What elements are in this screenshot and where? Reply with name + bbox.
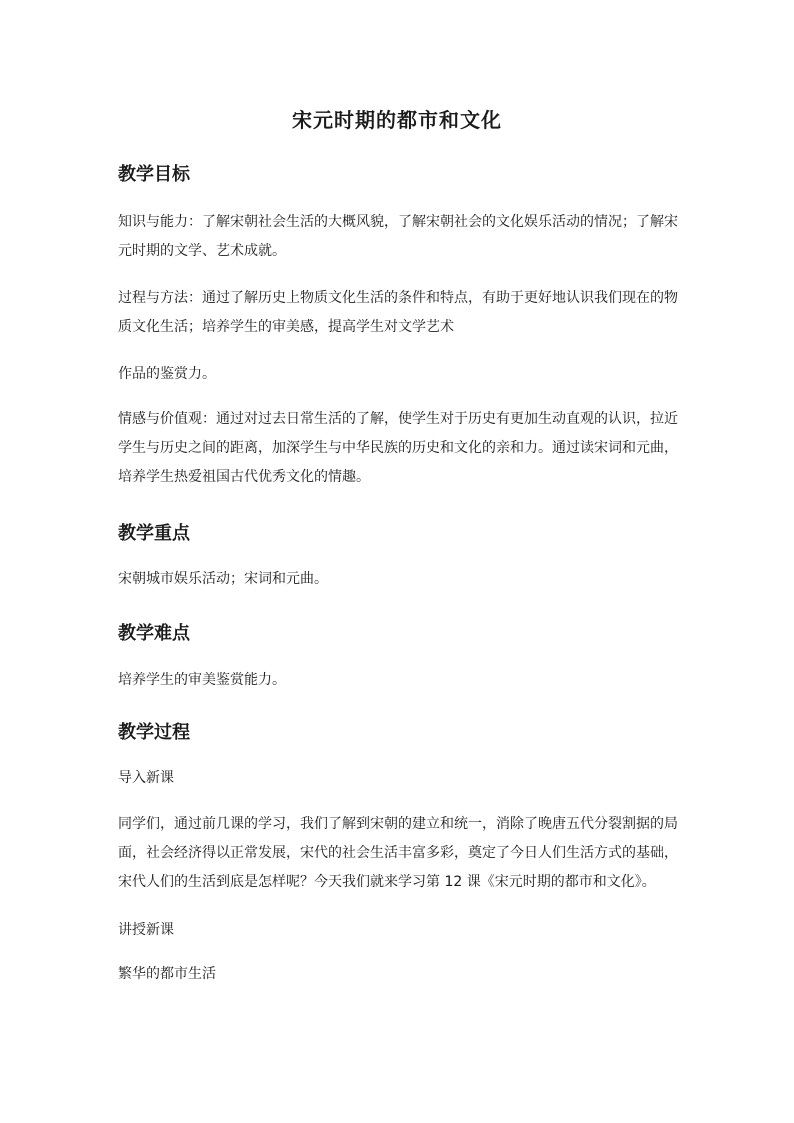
paragraph-values xyxy=(118,405,688,492)
label-intro xyxy=(118,764,688,793)
paragraph-line: 培养学生热爱祖国古代优秀文化的情趣。 xyxy=(118,469,370,485)
paragraph-line: 繁华的都市生活 xyxy=(118,966,216,982)
document-title: 宋元时期的都市和文化 xyxy=(292,108,502,132)
paragraph-line: 面，社会经济得以正常发展，宋代的社会生活丰富多彩，奠定了今日人们生活方式的基础， xyxy=(118,845,678,861)
paragraph-method xyxy=(118,284,688,342)
paragraph-key-points xyxy=(118,565,688,594)
paragraph-subtopic xyxy=(118,960,688,989)
paragraph-method-continued xyxy=(118,360,688,389)
paragraph-line: 质文化生活；培养学生的审美感，提高学生对文学艺术 xyxy=(118,319,454,335)
paragraph-line: 同学们，通过前几课的学习，我们了解到宋朝的建立和统一，消除了晚唐五代分裂割据的局 xyxy=(118,816,678,832)
paragraph-knowledge xyxy=(118,208,688,266)
heading-key-points: 教学重点 xyxy=(118,523,190,544)
label-lecture xyxy=(118,916,688,945)
paragraph-line: 学生与历史之间的距离，加深学生与中华民族的历史和文化的亲和力。通过读宋词和元曲， xyxy=(118,440,678,456)
paragraph-line: 情感与价值观：通过对过去日常生活的了解，使学生对于历史有更加生动直观的认识，拉近 xyxy=(118,411,678,427)
paragraph-intro xyxy=(118,810,688,897)
paragraph-line: 过程与方法：通过了解历史上物质文化生活的条件和特点，有助于更好地认识我们现在的物 xyxy=(118,290,678,306)
paragraph-line: 讲授新课 xyxy=(118,922,174,938)
paragraph-line: 作品的鉴赏力。 xyxy=(118,366,216,382)
paragraph-difficulties xyxy=(118,666,688,695)
paragraph-line: 元时期的文学、艺术成就。 xyxy=(118,243,286,259)
heading-objectives: 教学目标 xyxy=(118,164,190,185)
paragraph-line: 知识与能力：了解宋朝社会生活的大概风貌，了解宋朝社会的文化娱乐活动的情况；了解宋 xyxy=(118,214,678,230)
heading-difficulties: 教学难点 xyxy=(118,623,190,644)
heading-process: 教学过程 xyxy=(118,722,190,743)
paragraph-line: 宋代人们的生活到底是怎样呢？今天我们就来学习第 12 课《宋元时期的都市和文化》。 xyxy=(118,874,656,890)
paragraph-line: 导入新课 xyxy=(118,770,174,786)
paragraph-line: 宋朝城市娱乐活动；宋词和元曲。 xyxy=(118,571,328,587)
paragraph-line: 培养学生的审美鉴赏能力。 xyxy=(118,672,286,688)
